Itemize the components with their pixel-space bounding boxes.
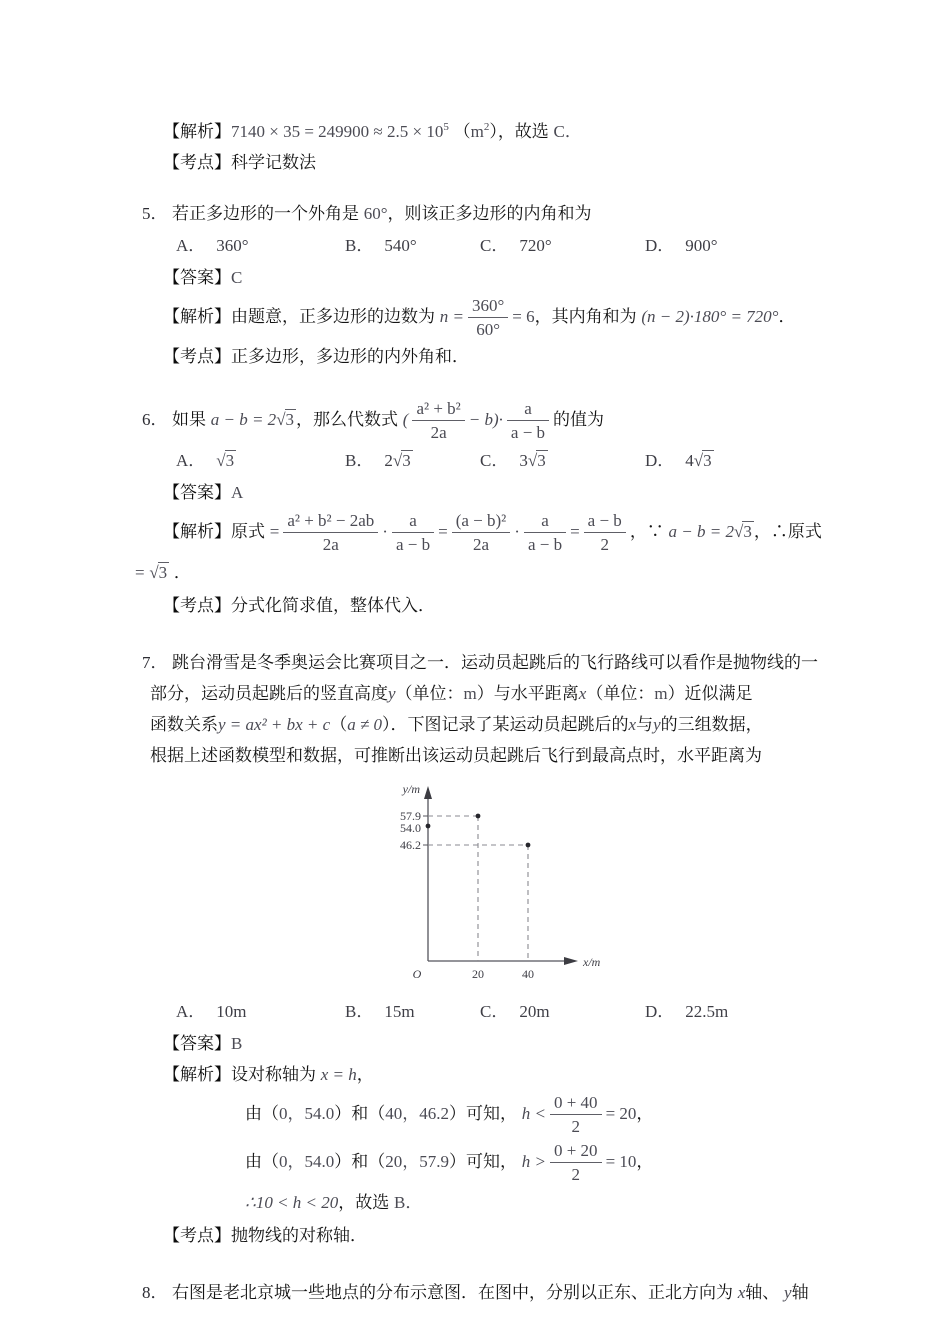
question-stem-line-3 bbox=[142, 709, 890, 740]
y-tick-label-46.2: 46.2 bbox=[400, 838, 421, 852]
answer-label: 【答案】 bbox=[163, 483, 231, 502]
fraction bbox=[392, 510, 434, 556]
fraction-numerator: a² + b² bbox=[412, 398, 464, 421]
analysis-label: 【解析】 bbox=[163, 522, 231, 541]
option-value: 15m bbox=[384, 1002, 415, 1021]
radicand: 3 bbox=[537, 451, 546, 470]
question-stem-line-2 bbox=[142, 678, 890, 709]
point-40-46.2 bbox=[526, 843, 531, 848]
keypoint-label: 【考点】 bbox=[163, 1226, 231, 1245]
formula: = bbox=[135, 563, 145, 582]
stem-math: m bbox=[463, 684, 477, 703]
fraction-denominator: 2a bbox=[322, 535, 339, 555]
option-value: 22.5m bbox=[685, 1002, 729, 1021]
analysis-text: ）和（ bbox=[334, 1104, 386, 1123]
radical-sign: √ bbox=[149, 563, 159, 582]
analysis-text: ，其内角和为 bbox=[534, 307, 637, 326]
stem-text: （单位： bbox=[586, 684, 655, 703]
fraction-denominator: a − b bbox=[527, 535, 563, 555]
radical-sign: √ bbox=[216, 451, 226, 470]
answer-label: 【答案】 bbox=[163, 268, 231, 287]
stem-text: 轴 bbox=[791, 1283, 809, 1302]
analysis-label: 【解析】 bbox=[163, 122, 231, 141]
fraction-numerator: 360° bbox=[468, 295, 508, 318]
y-tick-label-54.0: 54.0 bbox=[400, 821, 421, 835]
fraction bbox=[550, 1092, 602, 1138]
option-a bbox=[176, 995, 345, 1028]
stem-text: ）近似满足 bbox=[667, 684, 753, 703]
answer-line bbox=[142, 1028, 890, 1059]
option-b bbox=[345, 444, 480, 477]
option-a bbox=[176, 229, 345, 262]
analysis-text: ， bbox=[356, 1065, 374, 1084]
option-key: C． bbox=[480, 451, 509, 470]
sqrt-expression bbox=[734, 522, 754, 541]
option-value: 540° bbox=[384, 236, 417, 255]
fraction bbox=[507, 398, 549, 444]
option-d bbox=[645, 444, 714, 477]
fraction bbox=[550, 1140, 602, 1186]
radicand: 3 bbox=[743, 522, 752, 541]
unit-exponent: 2 bbox=[483, 121, 490, 133]
fraction-denominator: a − b bbox=[395, 535, 431, 555]
answer-line bbox=[142, 262, 890, 293]
option-c bbox=[480, 995, 645, 1028]
keypoint-text: 分式化简求值，整体代入． bbox=[231, 596, 435, 615]
question-6 bbox=[135, 396, 890, 621]
question-7 bbox=[142, 647, 890, 1251]
question-4-solution bbox=[142, 112, 890, 178]
y-tick-label-57.9: 57.9 bbox=[400, 809, 421, 823]
coordinate: 40，46.2 bbox=[385, 1104, 449, 1123]
stem-math: y = ax² + bx + c bbox=[218, 715, 331, 734]
keypoint-line bbox=[142, 1220, 890, 1251]
fraction-denominator: 2 bbox=[571, 1117, 581, 1137]
option-value: 10m bbox=[216, 1002, 247, 1021]
analysis-text: ， bbox=[636, 1104, 654, 1123]
fraction-numerator: a bbox=[392, 510, 434, 533]
radicand: 3 bbox=[285, 410, 295, 429]
scatter-chart bbox=[370, 781, 650, 986]
option-key: A． bbox=[176, 1002, 206, 1021]
unit: m bbox=[470, 122, 484, 141]
x-tick-label-40: 40 bbox=[522, 967, 534, 981]
fraction-numerator: a − b bbox=[584, 510, 626, 533]
stem-math: a ≠ 0 bbox=[347, 715, 383, 734]
stem-text: 的三组数据， bbox=[660, 715, 763, 734]
options-row bbox=[142, 229, 890, 262]
formula: = 6 bbox=[512, 307, 535, 326]
analysis-text: ）和（ bbox=[334, 1152, 386, 1171]
fraction-denominator: 2a bbox=[472, 535, 489, 555]
option-key: D． bbox=[645, 1002, 675, 1021]
fraction bbox=[524, 510, 566, 556]
choice-letter: B． bbox=[394, 1193, 423, 1212]
stem-math: x bbox=[578, 684, 587, 703]
point-20-57.9 bbox=[476, 814, 481, 819]
formula: a − b = 2 bbox=[210, 410, 277, 429]
stem-text: 跳台滑雪是冬季奥运会比赛项目之一．运动员起跳后的飞行路线可以看作是抛物线的一 bbox=[172, 653, 818, 672]
fraction-numerator: 0 + 40 bbox=[550, 1092, 602, 1115]
option-c bbox=[480, 229, 645, 262]
formula: = bbox=[570, 522, 580, 541]
option-key: C． bbox=[480, 1002, 509, 1021]
analysis-text: 原式 bbox=[231, 522, 265, 541]
sqrt-expression bbox=[393, 451, 413, 470]
x-axis-label: x/m bbox=[583, 955, 601, 969]
question-stem-line-4 bbox=[142, 740, 890, 771]
option-value: 720° bbox=[519, 236, 552, 255]
stem-text: ，则该正多边形的内角和为 bbox=[387, 204, 592, 223]
stem-text: 右图是老北京城一些地点的分布示意图．在图中，分别以正东、正北方向为 bbox=[172, 1283, 733, 1302]
sqrt-expression bbox=[216, 451, 236, 470]
fraction-denominator: 2 bbox=[571, 1165, 581, 1185]
unit-close-paren: ） bbox=[489, 122, 498, 141]
formula: · bbox=[382, 522, 388, 541]
answer-value: B bbox=[231, 1034, 243, 1053]
answer-value: A bbox=[231, 483, 244, 502]
question-stem bbox=[142, 1277, 890, 1308]
radicand: 3 bbox=[703, 451, 712, 470]
analysis-label: 【解析】 bbox=[163, 1065, 231, 1084]
stem-math: x bbox=[737, 1283, 746, 1302]
formula: 7140 × 35 = 249900 ≈ 2.5 × 10 bbox=[231, 122, 444, 141]
analysis-text: ，∵ bbox=[629, 522, 664, 541]
x-axis-arrow bbox=[564, 957, 578, 965]
formula: = 20 bbox=[605, 1104, 637, 1123]
option-key: A． bbox=[176, 236, 206, 255]
question-stem bbox=[142, 396, 890, 444]
fraction-numerator: (a − b)² bbox=[452, 510, 511, 533]
analysis-text: 由（ bbox=[245, 1104, 279, 1123]
sqrt-expression bbox=[149, 563, 169, 582]
formula: ( bbox=[402, 410, 409, 429]
formula: = bbox=[438, 522, 448, 541]
stem-math: x bbox=[628, 715, 637, 734]
option-key: D． bbox=[645, 451, 675, 470]
option-d bbox=[645, 229, 718, 262]
answer-value: C bbox=[231, 268, 243, 287]
analysis-line bbox=[142, 293, 890, 341]
answer-label: 【答案】 bbox=[163, 1034, 231, 1053]
stem-math: y bbox=[388, 684, 396, 703]
coordinate: 0，54.0 bbox=[279, 1104, 335, 1123]
choice-text: ，故选 bbox=[497, 122, 549, 141]
formula: = bbox=[269, 522, 280, 541]
stem-text: 若正多边形的一个外角是 bbox=[172, 204, 359, 223]
stem-math: y bbox=[784, 1283, 792, 1302]
radicand: 3 bbox=[158, 563, 168, 582]
stem-text: 与 bbox=[636, 715, 654, 734]
x-tick-label-20: 20 bbox=[472, 967, 484, 981]
radical-sign: √ bbox=[276, 410, 286, 429]
radical-sign: √ bbox=[693, 451, 704, 470]
option-value: 20m bbox=[519, 1002, 550, 1021]
stem-text: 如果 bbox=[172, 410, 206, 429]
analysis-step-2 bbox=[142, 1138, 890, 1186]
fraction bbox=[283, 510, 378, 556]
question-stem bbox=[142, 198, 890, 229]
sqrt-expression bbox=[694, 451, 714, 470]
sqrt-expression bbox=[276, 410, 296, 429]
analysis-text: ， bbox=[636, 1152, 654, 1171]
coordinate: 20，57.9 bbox=[385, 1152, 449, 1171]
analysis-text: ，∴原式 bbox=[753, 522, 822, 541]
option-b bbox=[345, 995, 480, 1028]
analysis-line bbox=[142, 112, 890, 147]
option-key: B． bbox=[345, 451, 374, 470]
analysis-text: 设对称轴为 bbox=[231, 1065, 316, 1084]
radicand: 3 bbox=[402, 451, 411, 470]
analysis-text: ，故选 bbox=[338, 1193, 390, 1212]
formula: h < bbox=[521, 1104, 546, 1123]
formula: (n − 2)·180° = 720° bbox=[641, 307, 779, 326]
question-number: 8． bbox=[142, 1283, 168, 1302]
origin-label: O bbox=[412, 967, 422, 981]
fraction-numerator: 0 + 20 bbox=[550, 1140, 602, 1163]
radical-sign: √ bbox=[527, 451, 538, 470]
fraction bbox=[412, 398, 464, 444]
option-value: 360° bbox=[216, 236, 249, 255]
stem-math: m bbox=[654, 684, 668, 703]
question-stem-line-1 bbox=[142, 647, 890, 678]
analysis-step-1 bbox=[142, 1090, 890, 1138]
y-axis-arrow bbox=[424, 786, 432, 799]
options-row bbox=[142, 995, 890, 1028]
formula: x = h bbox=[320, 1065, 357, 1084]
fraction-denominator: 2a bbox=[430, 423, 447, 443]
fraction-denominator: a − b bbox=[510, 423, 546, 443]
fraction bbox=[468, 295, 508, 341]
formula: · bbox=[514, 522, 520, 541]
keypoint-line bbox=[142, 341, 890, 372]
question-number: 6． bbox=[142, 410, 168, 429]
option-d bbox=[645, 995, 728, 1028]
options-row bbox=[142, 444, 890, 477]
fraction-denominator: 2 bbox=[600, 535, 609, 555]
stem-text: 根据上述函数模型和数据，可推断出该运动员起跳后飞行到最高点时，水平距离为 bbox=[150, 746, 762, 765]
stem-text: 轴、 bbox=[745, 1283, 780, 1302]
fraction-numerator: a² + b² − 2ab bbox=[283, 510, 378, 533]
stem-text: ，那么代数式 bbox=[296, 410, 399, 429]
analysis-text: ． bbox=[173, 563, 191, 582]
y-axis-label: y/m bbox=[402, 782, 420, 796]
analysis-continuation bbox=[135, 556, 890, 590]
stem-text: （ bbox=[330, 715, 348, 734]
option-a bbox=[176, 444, 345, 477]
radical-sign: √ bbox=[392, 451, 403, 470]
option-key: C． bbox=[480, 236, 509, 255]
formula: n = bbox=[439, 307, 464, 326]
sqrt-expression bbox=[528, 451, 548, 470]
formula: − b)· bbox=[468, 410, 503, 429]
choice-letter: C． bbox=[553, 122, 582, 141]
option-c bbox=[480, 444, 645, 477]
analysis-line bbox=[142, 1059, 890, 1090]
option-coefficient: 3 bbox=[519, 451, 528, 470]
question-number: 7． bbox=[142, 653, 168, 672]
answer-line bbox=[142, 477, 890, 508]
question-5 bbox=[142, 198, 890, 372]
keypoint-text: 正多边形，多边形的内外角和． bbox=[231, 347, 469, 366]
analysis-text: 由题意，正多边形的边数为 bbox=[231, 307, 435, 326]
analysis-text: ）可知， bbox=[449, 1104, 517, 1123]
analysis-text: 由（ bbox=[245, 1152, 279, 1171]
stem-math: 60° bbox=[363, 204, 388, 223]
keypoint-label: 【考点】 bbox=[163, 596, 231, 615]
coordinate: 0，54.0 bbox=[279, 1152, 335, 1171]
exponent: 5 bbox=[443, 121, 449, 133]
q7-figure bbox=[370, 781, 890, 991]
stem-math: y bbox=[653, 715, 661, 734]
keypoint-line bbox=[142, 147, 890, 178]
stem-text: 函数关系 bbox=[150, 715, 218, 734]
formula: a − b = 2 bbox=[668, 522, 734, 541]
stem-text: ）与水平距离 bbox=[476, 684, 579, 703]
formula: = 10 bbox=[605, 1152, 637, 1171]
question-8 bbox=[142, 1277, 890, 1308]
option-key: B． bbox=[345, 1002, 374, 1021]
analysis-label: 【解析】 bbox=[163, 307, 231, 326]
option-key: B． bbox=[345, 236, 374, 255]
formula: h > bbox=[521, 1152, 546, 1171]
analysis-text: ． bbox=[778, 307, 796, 326]
stem-text: 部分，运动员起跳后的竖直高度 bbox=[150, 684, 388, 703]
keypoint-line bbox=[142, 590, 890, 621]
keypoint-text: 科学记数法 bbox=[231, 153, 316, 172]
option-coefficient: 2 bbox=[384, 451, 393, 470]
point-0-54.0 bbox=[426, 824, 431, 829]
keypoint-label: 【考点】 bbox=[163, 347, 231, 366]
question-number: 5． bbox=[142, 204, 168, 223]
option-key: D． bbox=[645, 236, 675, 255]
fraction-numerator: a bbox=[524, 510, 566, 533]
analysis-text: ）可知， bbox=[449, 1152, 517, 1171]
fraction-numerator: a bbox=[507, 398, 549, 421]
formula: ∴10 < h < 20 bbox=[245, 1193, 339, 1212]
stem-text: （单位： bbox=[395, 684, 464, 703]
stem-text: 的值为 bbox=[553, 410, 605, 429]
radical-sign: √ bbox=[734, 522, 744, 541]
fraction bbox=[452, 510, 511, 556]
option-b bbox=[345, 229, 480, 262]
fraction bbox=[584, 510, 626, 556]
keypoint-text: 抛物线的对称轴． bbox=[231, 1226, 367, 1245]
keypoint-label: 【考点】 bbox=[163, 153, 231, 172]
analysis-conclusion bbox=[142, 1186, 890, 1220]
unit-open-paren: （ bbox=[453, 122, 471, 141]
stem-text: ）．下图记录了某运动员起跳后的 bbox=[382, 715, 629, 734]
analysis-line bbox=[142, 508, 890, 556]
option-key: A． bbox=[176, 451, 206, 470]
fraction-denominator: 60° bbox=[476, 320, 501, 340]
radicand: 3 bbox=[225, 451, 235, 470]
option-coefficient: 4 bbox=[685, 451, 694, 470]
option-value: 900° bbox=[685, 236, 718, 255]
